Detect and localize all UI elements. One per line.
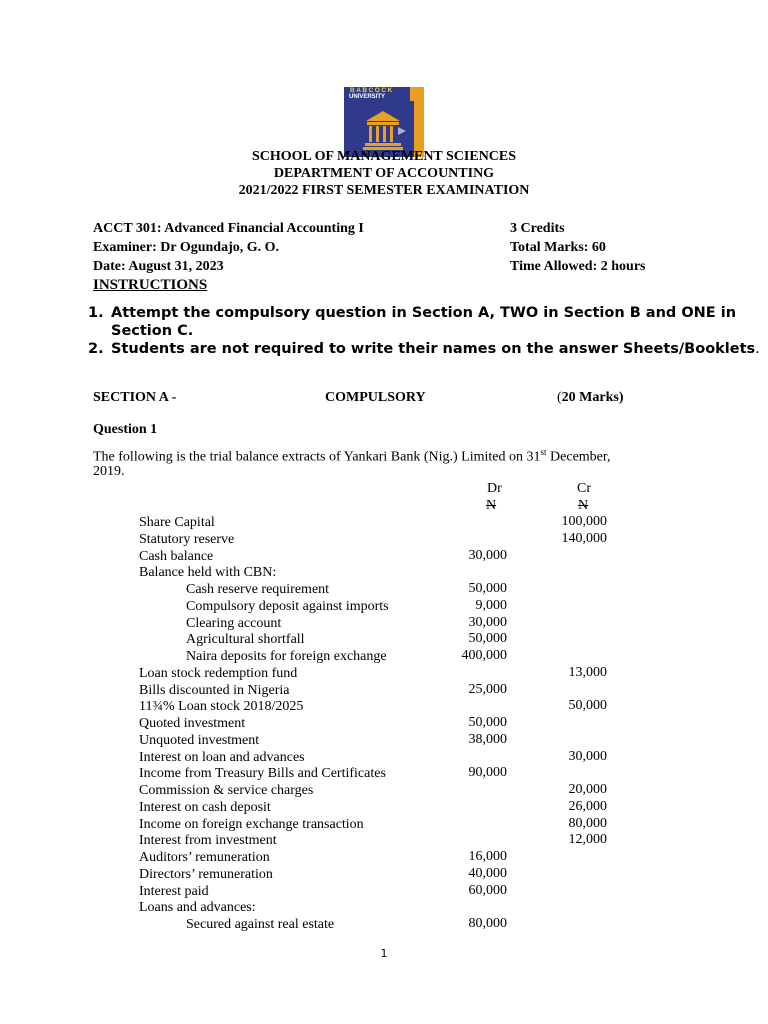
examiner: Examiner: Dr Ogundajo, G. O. [93, 240, 280, 255]
table-row-label: Clearing account [186, 615, 282, 631]
section-marks [557, 390, 624, 406]
table-row-cr-value: 30,000 [568, 748, 607, 764]
table-row-cr-value: 26,000 [568, 798, 607, 814]
question-title: Question 1 [93, 422, 158, 437]
table-row-dr-value: 50,000 [468, 631, 507, 647]
table-row-dr-value: 30,000 [468, 614, 507, 630]
table-row-label: Auditors’ remuneration [139, 850, 270, 865]
table-row-label: Cash balance [139, 548, 214, 564]
time-allowed: Time Allowed: 2 hours [510, 259, 646, 274]
table-row-label: Loans and advances: [139, 900, 256, 916]
table-row-dr-value: 16,000 [468, 849, 507, 864]
university-logo [344, 87, 424, 157]
table-row-cr-value: 100,000 [561, 514, 607, 529]
cr-currency-symbol: N [578, 498, 589, 513]
table-row-label: Statutory reserve [139, 531, 235, 547]
question-intro-year: 2019. [93, 464, 125, 479]
course-code-title: ACCT 301: Advanced Financial Accounting I [93, 221, 364, 236]
section-marks-value: 20 Marks) [561, 390, 624, 405]
table-row-label: Income from Treasury Bills and Certificates [139, 766, 386, 782]
table-row-dr-value: 50,000 [468, 581, 507, 596]
table-row-label: Unquoted investment [139, 732, 260, 748]
table-row-label: Compulsory deposit against imports [186, 598, 389, 614]
table-row-label: Interest from investment [139, 833, 277, 849]
page-number: 1 [380, 947, 388, 960]
instruction-2-period: . [755, 341, 760, 357]
question-intro-text: The following is the trial balance extracts of Yankari Bank (Nig.) Limited on 31 [93, 449, 541, 465]
table-row-label: Secured against real estate [186, 917, 335, 932]
logo-text-line2: UNIVERSITY [349, 94, 386, 100]
table-row-label: Interest on cash deposit [139, 799, 271, 815]
dr-column-header: Dr [487, 481, 502, 496]
table-row-dr-value: 60,000 [468, 882, 507, 898]
section-type: COMPULSORY [325, 390, 426, 405]
table-row-cr-value: 50,000 [568, 698, 607, 714]
table-row-label: Agricultural shortfall [186, 632, 305, 648]
instruction-2-line1: Students are not required to write their names on the answer Sheets/Booklets [111, 341, 756, 357]
dr-currency-symbol: N [486, 498, 497, 513]
table-row-label: Loan stock redemption fund [139, 665, 298, 681]
table-row-dr-value: 400,000 [461, 648, 507, 663]
logo-text-line1: BABCOCK [350, 87, 394, 94]
table-row-dr-value: 25,000 [468, 681, 507, 697]
table-row-dr-value: 38,000 [468, 731, 507, 747]
table-row-cr-value: 140,000 [561, 530, 607, 546]
table-row-label: Commission & service charges [139, 783, 314, 798]
table-row-label: Directors’ remuneration [139, 866, 273, 882]
cr-column-header: Cr [577, 481, 591, 496]
table-row-dr-value: 50,000 [468, 715, 507, 730]
table-row-label: Income on foreign exchange transaction [139, 816, 364, 832]
table-row-label: Naira deposits for foreign exchange [186, 649, 387, 664]
table-row-cr-value: 80,000 [568, 815, 607, 831]
exam-heading: 2021/2022 FIRST SEMESTER EXAMINATION [238, 183, 530, 198]
table-row-cr-value: 12,000 [568, 832, 607, 848]
table-row-dr-value: 30,000 [468, 547, 507, 563]
table-row-label: Interest paid [139, 883, 209, 899]
table-row-label: Cash reserve requirement [186, 582, 330, 597]
table-row-dr-value: 90,000 [468, 765, 507, 781]
table-row-dr-value: 40,000 [468, 865, 507, 881]
table-row-label: Bills discounted in Nigeria [139, 682, 290, 698]
table-row-label: Interest on loan and advances [139, 749, 305, 765]
department-heading: DEPARTMENT OF ACCOUNTING [273, 166, 495, 181]
exam-date: Date: August 31, 2023 [93, 259, 224, 274]
instruction-1-number: 1. [88, 305, 104, 321]
question-intro-superscript: st [540, 447, 547, 457]
table-row-dr-value: 9,000 [475, 597, 507, 613]
question-intro [93, 447, 693, 466]
table-row-label: Quoted investment [139, 716, 246, 731]
course-credits: 3 Credits [510, 221, 565, 236]
table-row-label: 11¾% Loan stock 2018/2025 [139, 699, 304, 715]
section-marks-paren: ( [557, 390, 562, 405]
instructions-title: INSTRUCTIONS [93, 277, 208, 293]
table-row-dr-value: 80,000 [468, 916, 507, 931]
table-row-cr-value: 13,000 [568, 664, 607, 680]
instruction-2-text [111, 341, 760, 357]
section-label: SECTION A - [93, 390, 177, 405]
instruction-1-line2: Section C. [111, 323, 194, 339]
school-heading: SCHOOL OF MANAGEMENT SCIENCES [251, 149, 517, 164]
question-intro-text-end: December, [546, 449, 611, 465]
table-row-label: Share Capital [139, 515, 215, 530]
instruction-1-line1: Attempt the compulsory question in Section A, TWO in Section B and ONE in [111, 305, 737, 321]
building-emblem-icon [358, 107, 408, 153]
table-row-cr-value: 20,000 [568, 782, 607, 797]
instruction-2-number: 2. [88, 341, 104, 357]
total-marks: Total Marks: 60 [510, 240, 606, 255]
table-row-label: Balance held with CBN: [139, 565, 277, 581]
